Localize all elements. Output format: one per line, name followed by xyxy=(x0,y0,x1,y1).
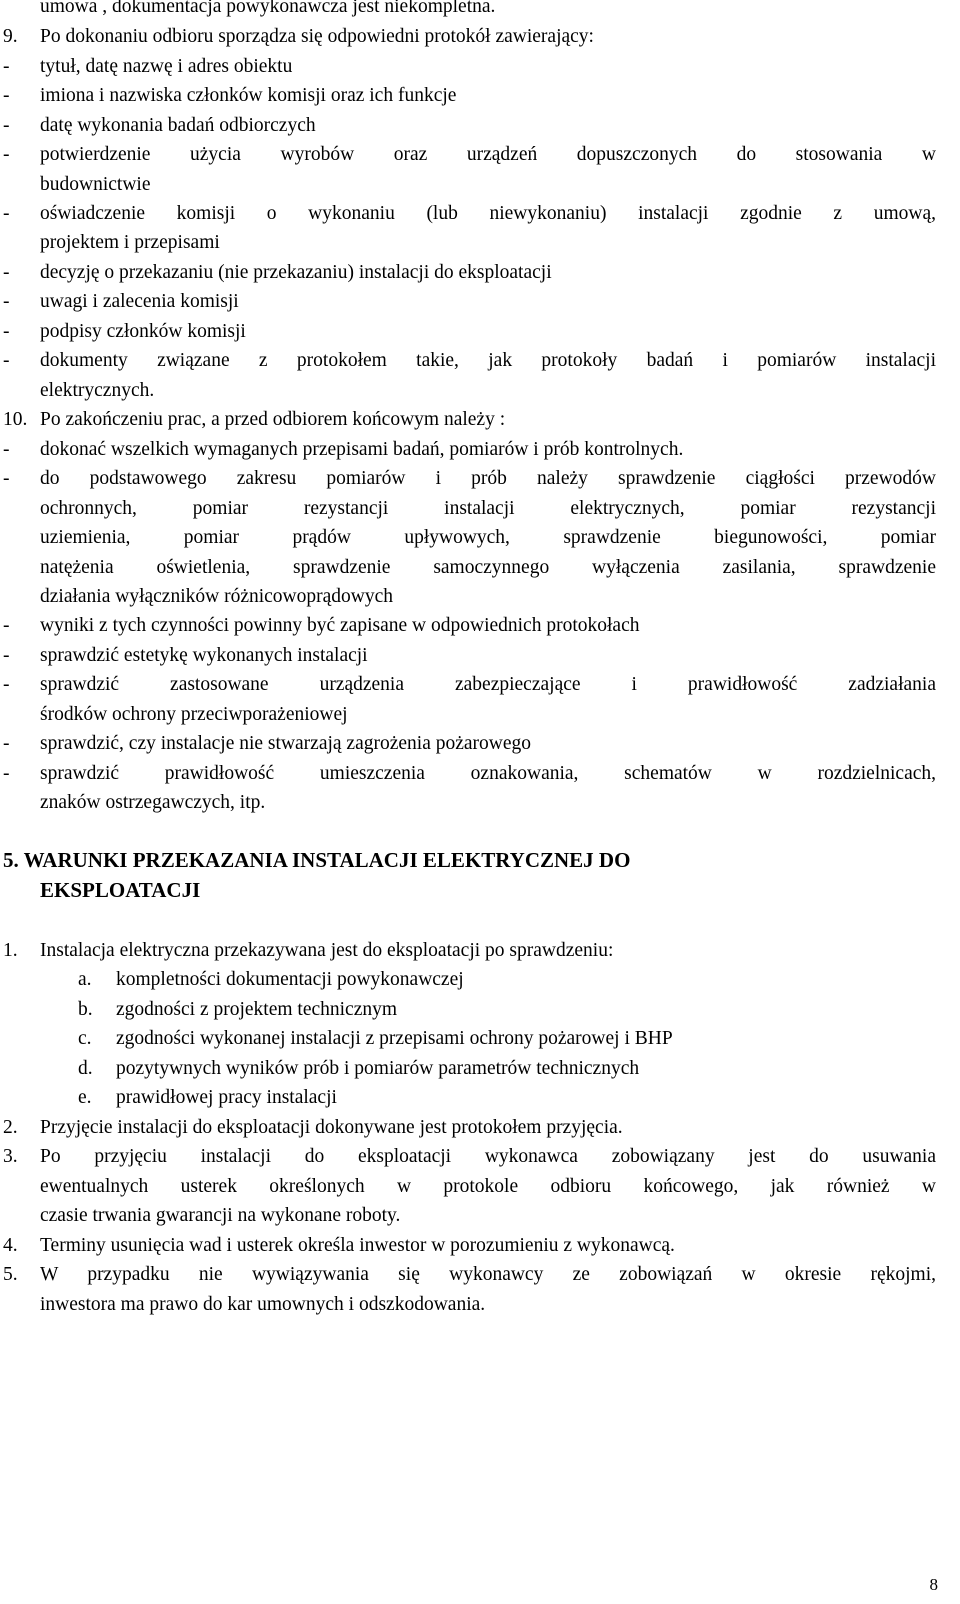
sub-item-text: kompletności dokumentacji powykonawczej xyxy=(116,969,464,990)
list-item-continuation: ochronnych, pomiar rezystancji instalacji elektrycznych, pomiar rezystancji xyxy=(40,498,936,519)
item-9-number: 9. xyxy=(3,26,18,47)
bullet-dash: - xyxy=(3,56,10,77)
bullet-dash: - xyxy=(3,468,10,489)
list-item-continuation: działania wyłączników różnicowoprądowych xyxy=(40,586,394,607)
bullet-dash: - xyxy=(3,439,10,460)
bullet-dash: - xyxy=(3,763,10,784)
item-5-number: 5. xyxy=(3,1264,18,1285)
item-2-number: 2. xyxy=(3,1117,18,1138)
list-item: imiona i nazwiska członków komisji oraz ich funkcje xyxy=(40,85,457,106)
item-9-intro: Po dokonaniu odbioru sporządza się odpowiedni protokół zawierający: xyxy=(40,26,594,47)
list-item: wyniki z tych czynności powinny być zapisane w odpowiednich protokołach xyxy=(40,615,640,636)
item-1-number: 1. xyxy=(3,940,18,961)
bullet-dash: - xyxy=(3,115,10,136)
item-1-text: Instalacja elektryczna przekazywana jest do eksploatacji po sprawdzeniu: xyxy=(40,940,614,961)
bullet-dash: - xyxy=(3,615,10,636)
list-item: dokonać wszelkich wymaganych przepisami badań, pomiarów i prób kontrolnych. xyxy=(40,439,684,460)
sub-item-letter: e. xyxy=(78,1087,92,1108)
sub-item-text: zgodności wykonanej instalacji z przepisami ochrony pożarowej i BHP xyxy=(116,1028,673,1049)
sub-item-letter: a. xyxy=(78,969,92,990)
list-item-continuation: znaków ostrzegawczych, itp. xyxy=(40,792,266,813)
item-3-number: 3. xyxy=(3,1146,18,1167)
item-4-number: 4. xyxy=(3,1235,18,1256)
item-4-text: Terminy usunięcia wad i usterek określa inwestor w porozumieniu z wykonawcą. xyxy=(40,1235,675,1256)
page-number: 8 xyxy=(929,1575,938,1594)
item-2-text: Przyjęcie instalacji do eksploatacji dokonywane jest protokołem przyjęcia. xyxy=(40,1117,623,1138)
sub-item-letter: b. xyxy=(78,999,93,1020)
item-3-text: Po przyjęciu instalacji do eksploatacji wykonawca zobowiązany jest do usuwania xyxy=(40,1146,936,1167)
list-item: sprawdzić estetykę wykonanych instalacji xyxy=(40,645,368,666)
item-3-text-continuation: czasie trwania gwarancji na wykonane roboty. xyxy=(40,1205,401,1226)
sub-item-text: prawidłowej pracy instalacji xyxy=(116,1087,337,1108)
list-item-continuation: elektrycznych. xyxy=(40,380,155,401)
bullet-dash: - xyxy=(3,291,10,312)
sub-item-letter: c. xyxy=(78,1028,92,1049)
list-item: tytuł, datę nazwę i adres obiektu xyxy=(40,56,293,77)
list-item: sprawdzić, czy instalacje nie stwarzają zagrożenia pożarowego xyxy=(40,733,532,754)
bullet-dash: - xyxy=(3,674,10,695)
item-3-text-continuation: ewentualnych usterek określonych w protokole odbioru końcowego, jak również w xyxy=(40,1176,936,1197)
bullet-dash: - xyxy=(3,85,10,106)
item-5-text: W przypadku nie wywiązywania się wykonawcy ze zobowiązań w okresie rękojmi, xyxy=(40,1264,936,1285)
sub-item-text: pozytywnych wyników prób i pomiarów parametrów technicznych xyxy=(116,1058,640,1079)
list-item: potwierdzenie użycia wyrobów oraz urządzeń dopuszczonych do stosowania w xyxy=(40,144,936,165)
item-5-text-continuation: inwestora ma prawo do kar umownych i odszkodowania. xyxy=(40,1294,486,1315)
list-item-continuation: uziemienia, pomiar prądów upływowych, sprawdzenie biegunowości, pomiar xyxy=(40,527,936,548)
section-heading-continuation: EKSPLOATACJI xyxy=(40,878,201,902)
item-10-number: 10. xyxy=(3,409,28,430)
bullet-dash: - xyxy=(3,262,10,283)
list-item: sprawdzić zastosowane urządzenia zabezpieczające i prawidłowość zadziałania xyxy=(40,674,936,695)
list-item: dokumenty związane z protokołem takie, jak protokoły badań i pomiarów instalacji xyxy=(40,350,936,371)
sub-item-text: zgodności z projektem technicznym xyxy=(116,999,398,1020)
list-item: sprawdzić prawidłowość umieszczenia oznakowania, schematów w rozdzielnicach, xyxy=(40,763,936,784)
list-item: do podstawowego zakresu pomiarów i prób należy sprawdzenie ciągłości przewodów xyxy=(40,468,936,489)
list-item: oświadczenie komisji o wykonaniu (lub niewykonaniu) instalacji zgodnie z umową, xyxy=(40,203,936,224)
list-item-continuation: środków ochrony przeciwporażeniowej xyxy=(40,704,348,725)
list-item: uwagi i zalecenia komisji xyxy=(40,291,239,312)
bullet-dash: - xyxy=(3,203,10,224)
previous-item-tail: umowa , dokumentacja powykonawcza jest niekompletna. xyxy=(40,0,496,17)
bullet-dash: - xyxy=(3,733,10,754)
list-item-continuation: projektem i przepisami xyxy=(40,232,220,253)
list-item: podpisy członków komisji xyxy=(40,321,246,342)
list-item-continuation: natężenia oświetlenia, sprawdzenie samoczynnego wyłączenia zasilania, sprawdzenie xyxy=(40,557,936,578)
list-item: datę wykonania badań odbiorczych xyxy=(40,115,316,136)
section-heading: 5. WARUNKI PRZEKAZANIA INSTALACJI ELEKTRYCZNEJ DO xyxy=(3,848,631,872)
bullet-dash: - xyxy=(3,321,10,342)
bullet-dash: - xyxy=(3,645,10,666)
sub-item-letter: d. xyxy=(78,1058,93,1079)
list-item: decyzję o przekazaniu (nie przekazaniu) instalacji do eksploatacji xyxy=(40,262,552,283)
bullet-dash: - xyxy=(3,350,10,371)
item-10-intro: Po zakończeniu prac, a przed odbiorem końcowym należy : xyxy=(40,409,506,430)
bullet-dash: - xyxy=(3,144,10,165)
list-item-continuation: budownictwie xyxy=(40,174,151,195)
